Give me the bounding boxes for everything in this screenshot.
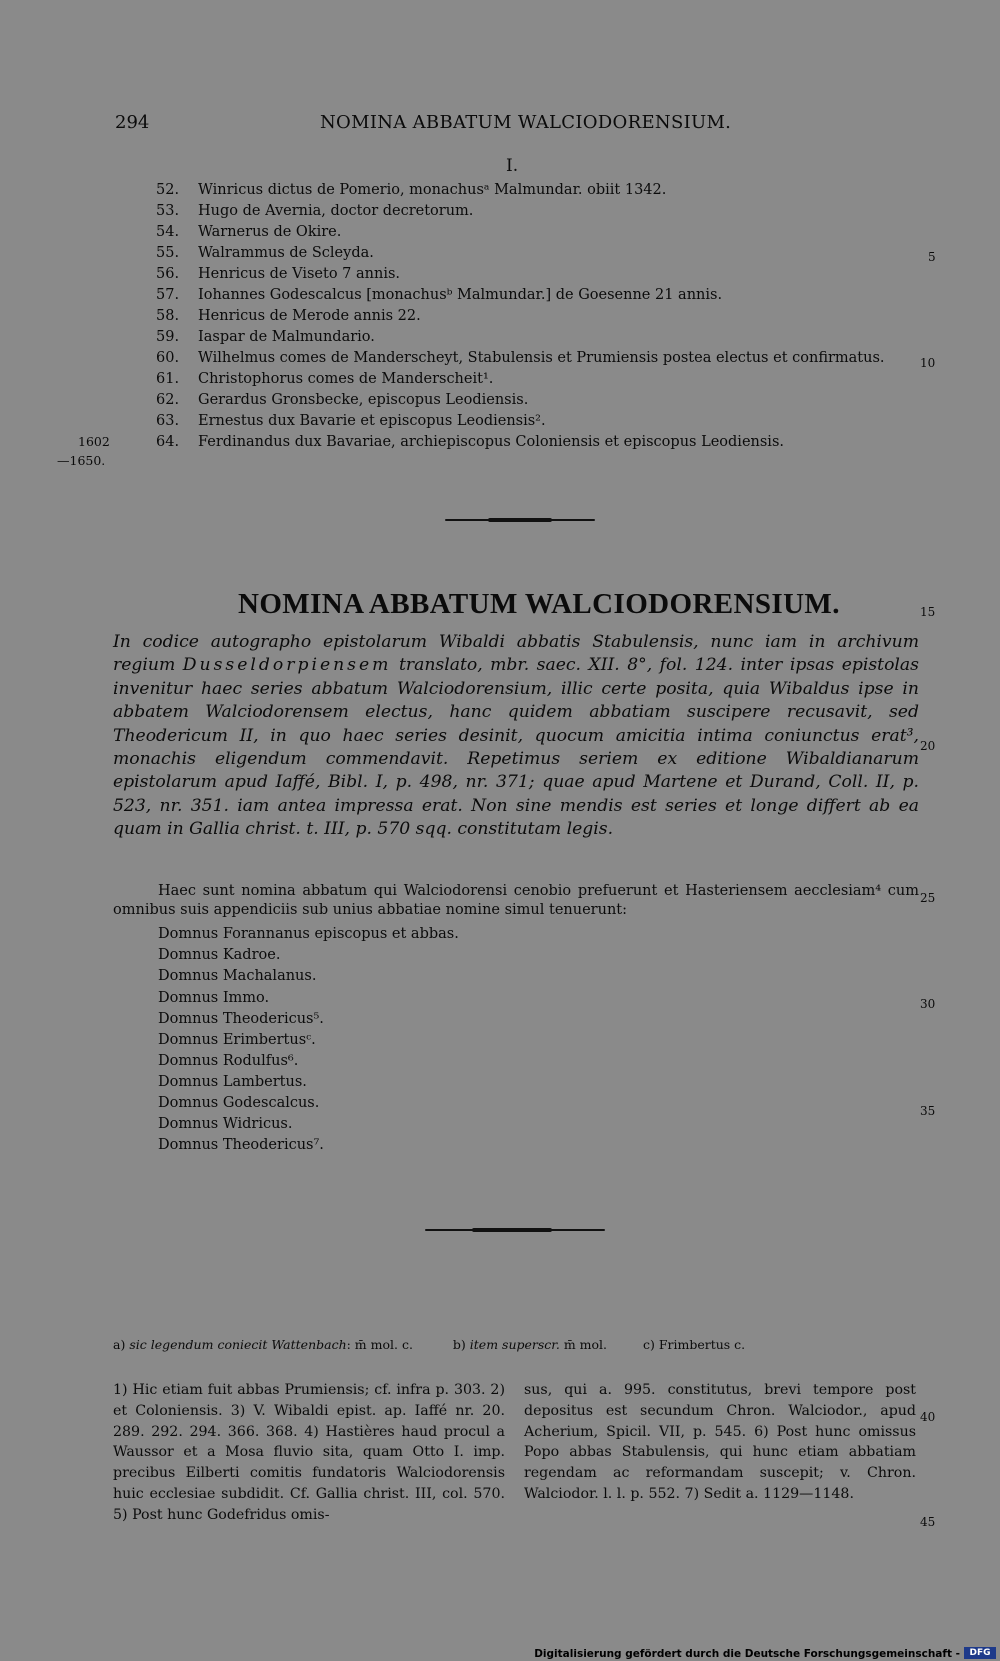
line-number: 10: [920, 356, 936, 370]
list-item: 58. Henricus de Merode annis 22.: [156, 308, 421, 324]
list-item: 57. Iohannes Godescalcus [monachusᵇ Malmundar.] de Goesenne 21 annis.: [156, 287, 723, 303]
section-numeral: I.: [506, 156, 519, 176]
list-item: 54. Warnerus de Okire.: [156, 224, 342, 240]
dfg-logo: DFG: [964, 1647, 996, 1659]
section-title: NOMINA ABBATUM WALCIODORENSIUM.: [238, 588, 840, 620]
list-item: Domnus Theodericus⁵.: [158, 1011, 324, 1027]
list-item: Domnus Rodulfus⁶.: [158, 1053, 299, 1069]
footnote-apparatus: a) sic legendum coniecit Wattenbach: m̄ mol. c. b) item superscr. m̄ mol. c) Frimbertus c.: [113, 1337, 746, 1352]
list-item: Domnus Forannanus episcopus et abbas.: [158, 926, 459, 942]
list-item: Domnus Lambertus.: [158, 1074, 307, 1090]
list-item: 60. Wilhelmus comes de Manderscheyt, Stabulensis et Prumiensis postea electus et confirmatus.: [156, 350, 885, 366]
list-item: 63. Ernestus dux Bavarie et episcopus Leodiensis².: [156, 413, 546, 429]
page-number: 294: [115, 112, 150, 133]
list-item: Domnus Kadroe.: [158, 947, 281, 963]
list-item: 55. Walrammus de Scleyda.: [156, 245, 374, 261]
margin-date: —1650.: [57, 453, 106, 468]
list-item: Domnus Erimbertusᶜ.: [158, 1032, 316, 1048]
line-number: 30: [920, 997, 936, 1011]
list-item: 59. Iaspar de Malmundario.: [156, 329, 375, 345]
list-item: Domnus Widricus.: [158, 1116, 293, 1132]
line-number: 25: [920, 891, 936, 905]
line-number: 15: [920, 605, 936, 619]
list-item: 62. Gerardus Gronsbecke, episcopus Leodiensis.: [156, 392, 529, 408]
list-item: 52. Winricus dictus de Pomerio, monachusᵃ Malmundar. obiit 1342.: [156, 182, 667, 198]
line-number: 45: [920, 1515, 936, 1529]
line-number: 40: [920, 1410, 936, 1424]
line-number: 35: [920, 1104, 936, 1118]
line-number: 20: [920, 739, 936, 753]
list-item: Domnus Theodericus⁷.: [158, 1137, 324, 1153]
credit-bar: [0, 1645, 1000, 1661]
intro-paragraph: In codice autographo epistolarum Wibaldi abbatis Stabulensis, nunc iam in archivum regium Dusseldorpiensem translato, mbr. saec. XII. 8°, fol. 124. inter ipsas epistolas invenitur haec series abbatum Walciodorensium, illic certe posita, quia Wibaldus ipse in abbatem Walciodorensem electus, hanc quidem abbatiam suscipere recusavit, sed Theodericum II, in quo haec series desinit, quocum amicitia intima coniunctus erat³, monachis eligendum commendavit. Repetimus seriem ex editione Wibaldianarum epistolarum apud Iaffé, Bibl. I, p. 498, nr. 371; quae apud Martene et Durand, Coll. II, p. 523, nr. 351. iam antea impressa erat. Non sine mendis est series et longe differt ab ea quam in Gallia christ. t. III, p. 570 sqq. constitutam legis.: [113, 632, 919, 840]
footnotes-left-column: 1) Hic etiam fuit abbas Prumiensis; cf. infra p. 303. 2) et Coloniensis. 3) V. Wibaldi epist. ap. Iaffé nr. 20. 289. 292. 294. 366. 368. 4) Hastières haud procul a Waussor et a Mosa fluvio sita, quam Otto I. imp. precibus Eilberti comitis fundatoris Walciodorensis huic ecclesiae subdidit. Cf. Gallia christ. III, col. 570. 5) Post hunc Godefridus omis-: [113, 1382, 505, 1523]
running-title: NOMINA ABBATUM WALCIODORENSIUM.: [320, 112, 732, 133]
list-item: 56. Henricus de Viseto 7 annis.: [156, 266, 401, 282]
digitization-credit: Digitalisierung gefördert durch die Deutsche Forschungsgemeinschaft -: [534, 1648, 960, 1660]
body-paragraph: Haec sunt nomina abbatum qui Walciodorensi cenobio prefuerunt et Hasteriensem aecclesiam⁴ cum omnibus suis appendiciis sub unius abbatiae nomine simul tenuerunt:: [113, 883, 919, 918]
list-item: Domnus Machalanus.: [158, 968, 317, 984]
list-item: Domnus Immo.: [158, 990, 270, 1006]
line-number: 5: [928, 250, 936, 264]
list-item: 53. Hugo de Avernia, doctor decretorum.: [156, 203, 474, 219]
margin-date: 1602: [78, 434, 110, 449]
footnotes-right-column: sus, qui a. 995. constitutus, brevi tempore post depositus est secundum Chron. Walciodor., apud Acherium, Spicil. VII, p. 545. 6) Post hunc omissus Popo abbas Stabulensis, qui hunc etiam abbatiam regendam ac reformandam suscepit; v. Chron. Walciodor. l. l. p. 552. 7) Sedit a. 1129—1148.: [524, 1382, 916, 1502]
list-item: Domnus Godescalcus.: [158, 1095, 320, 1111]
list-item: 64. Ferdinandus dux Bavariae, archiepiscopus Coloniensis et episcopus Leodiensis.: [156, 434, 784, 450]
list-item: 61. Christophorus comes de Manderscheit¹.: [156, 371, 494, 387]
